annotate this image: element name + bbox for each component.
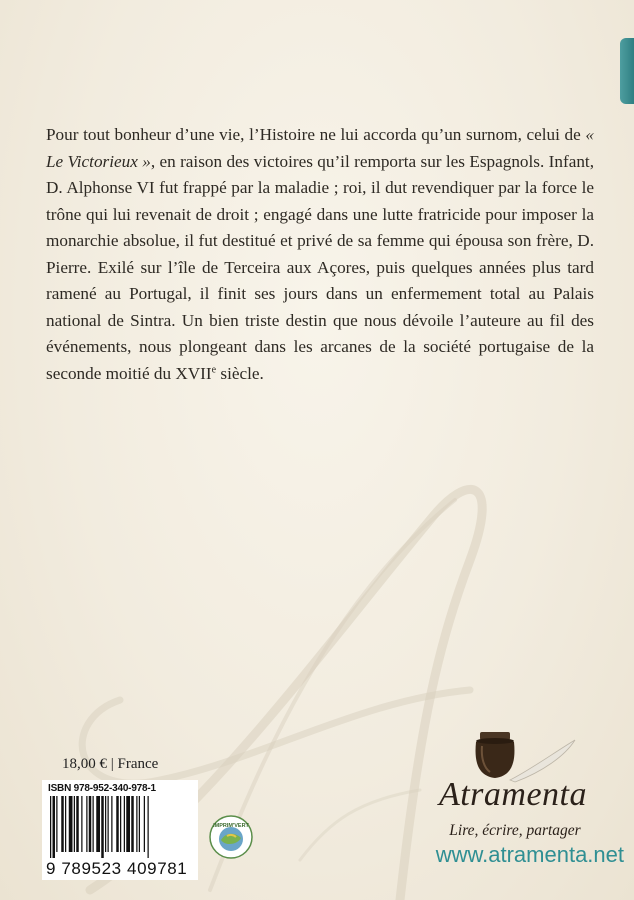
blurb-text-2: , en raison des victoires qu’il remporta sur les Espagnols. Infant, D. Alphonse VI fut frappé par la maladie ; roi, il dut revendiquer par la force le trône qui lui revenait de droit ; engagé dans une lutte fratricide pour imposer la monarchie absolue, il fut destitué et privé de sa femme qui épousa son frère, D. Pierre. Exilé sur l’île de Terceira aux Açores, puis quelques années plus tard ramené au Portugal, il finit ses jours dans un enfermement total au Palais national de Sintra. Un bien triste destin que nous dévoile l’auteure au fil des événements, nous plongeant dans les arcanes de la société portugaise de la seconde moitié du XVII — [46, 151, 594, 383]
isbn-barcode-block — [42, 780, 198, 880]
inkwell-quill-icon — [470, 722, 580, 784]
price-label: 18,00 € | France — [62, 756, 159, 772]
eco-badge-label: IMPRIM'VERT — [213, 823, 249, 829]
century-superscript: e — [211, 363, 217, 375]
isbn-label: ISBN 978-952-340-978-1 — [48, 783, 156, 794]
back-cover-blurb — [46, 122, 594, 387]
barcode-icon — [48, 796, 192, 858]
isbn-digits: 9 789523 409781 — [46, 859, 188, 878]
publisher-name: Atramenta — [438, 776, 588, 813]
publisher-tagline: Lire, écrire, partager — [449, 822, 581, 839]
publisher-website-link[interactable]: www.atramenta.net — [435, 842, 624, 867]
corner-tab — [620, 38, 634, 104]
blurb-paragraph — [46, 122, 594, 387]
blurb-text-3: siècle. — [216, 363, 264, 383]
blurb-epithet: « Le Victorieux » — [46, 125, 594, 171]
imprim-vert-badge-icon — [208, 814, 254, 860]
blurb-text-1: Pour tout bonheur d’une vie, l’Histoire ne lui accorda qu’un surnom, celui de — [46, 125, 586, 144]
